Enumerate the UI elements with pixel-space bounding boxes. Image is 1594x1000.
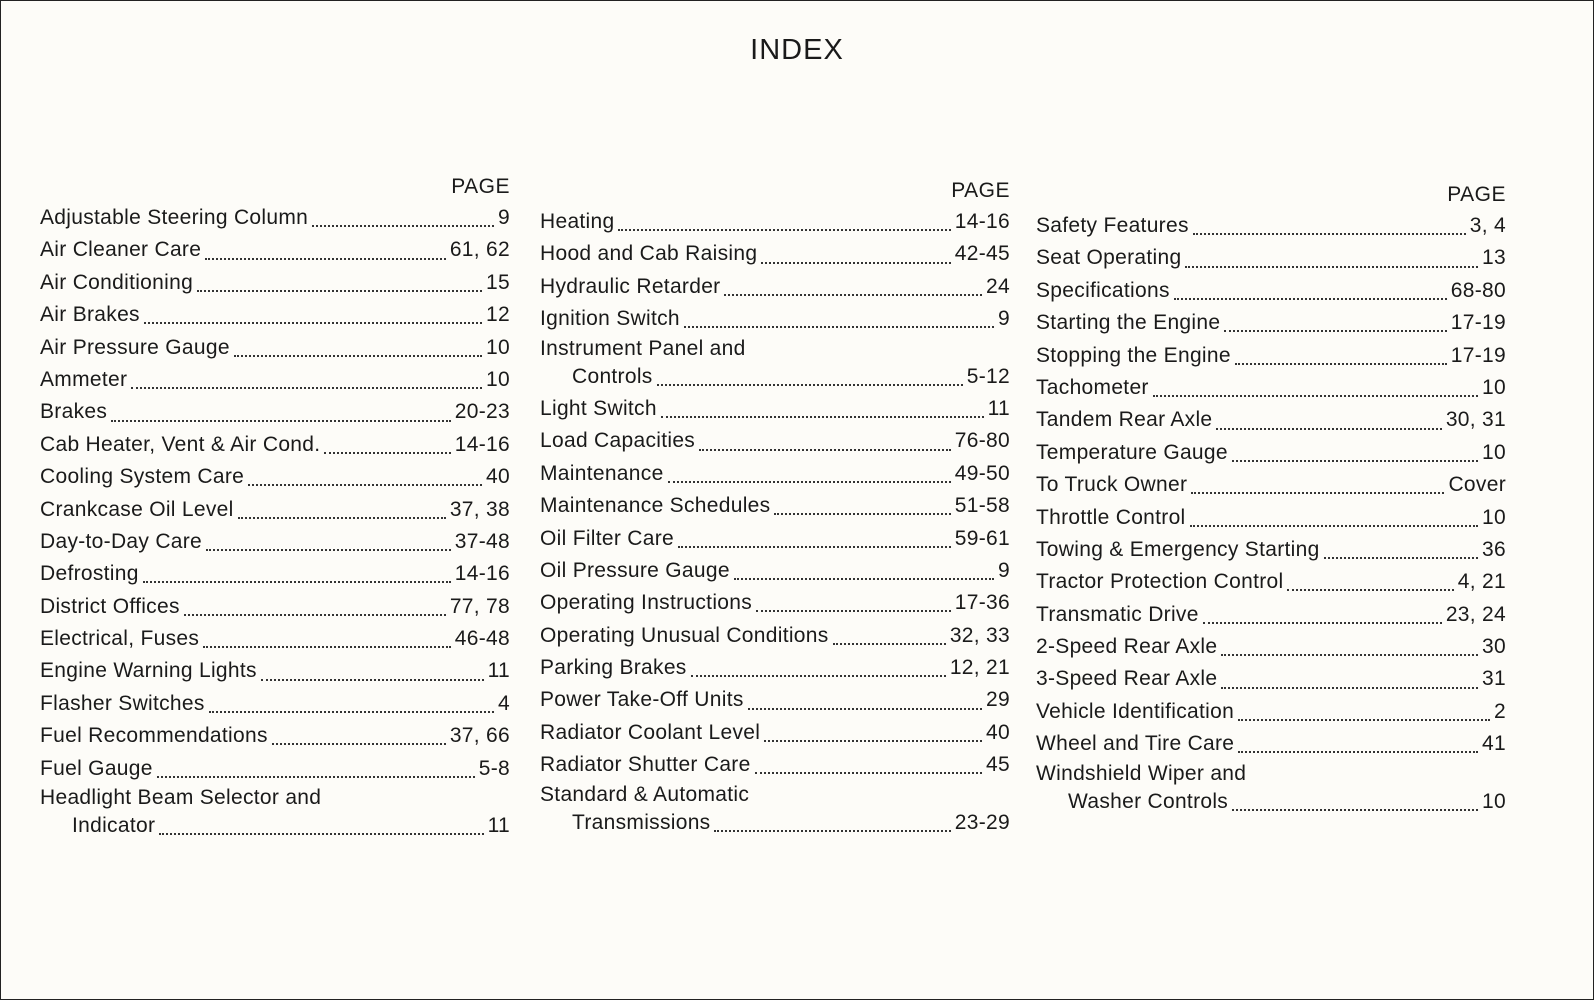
index-entry-page: 37, 66 <box>449 724 510 748</box>
dot-leader <box>1203 622 1442 624</box>
index-entry-page: 59-61 <box>954 526 1010 550</box>
dot-leader <box>1221 687 1478 689</box>
dot-leader <box>833 643 946 645</box>
dot-leader <box>111 420 451 422</box>
dot-leader <box>1235 363 1447 365</box>
index-entry-page: 20-23 <box>454 400 510 424</box>
dot-leader <box>1216 428 1441 430</box>
index-entry-label: Crankcase Oil Level <box>40 497 234 521</box>
index-entry-label: Oil Pressure Gauge <box>540 558 730 582</box>
index-entry <box>540 749 1010 781</box>
index-entry-label: 3-Speed Rear Axle <box>1036 667 1218 691</box>
page-column-header: PAGE <box>451 175 510 198</box>
index-entry-page: 9 <box>498 206 510 229</box>
index-entry <box>540 523 1010 555</box>
index-entry-label: Maintenance <box>540 461 664 485</box>
index-entry-page: 5-8 <box>478 756 510 780</box>
index-entry-label: Radiator Coolant Level <box>540 720 761 744</box>
index-entry <box>1036 663 1506 695</box>
dot-leader <box>143 581 451 583</box>
dot-leader <box>748 708 982 710</box>
index-entry-page: 9 <box>998 558 1010 582</box>
index-entry <box>1036 404 1506 436</box>
index-entry-label: Fuel Gauge <box>40 756 153 780</box>
index-entry-page: 10 <box>1482 789 1506 813</box>
index-entry <box>540 303 1010 335</box>
index-entry-label: Tachometer <box>1036 375 1149 399</box>
index-entry-page: 29 <box>986 688 1010 712</box>
dot-leader <box>1193 233 1466 235</box>
index-entry-label: Cab Heater, Vent & Air Cond. <box>40 432 321 456</box>
index-entry-label: Operating Unusual Conditions <box>540 623 829 647</box>
index-entry-page: 51-58 <box>954 494 1010 518</box>
index-entry <box>1036 502 1506 534</box>
index-entry-page: 12 <box>486 303 510 327</box>
index-entry-label: Transmatic Drive <box>1036 602 1199 626</box>
index-entry-page: 3, 4 <box>1469 214 1506 237</box>
index-entry-label: Air Brakes <box>40 303 140 327</box>
index-entry-page: 10 <box>486 335 510 359</box>
index-entry-label: Ammeter <box>40 367 128 391</box>
index-entry <box>1036 728 1506 760</box>
index-entry-page: 61, 62 <box>449 238 510 262</box>
page-column-header: PAGE <box>1447 183 1506 206</box>
index-column-3 <box>1036 180 1506 818</box>
index-entry-label: Windshield Wiper and <box>1036 761 1247 785</box>
index-entry-label: Parking Brakes <box>540 656 687 680</box>
index-entry <box>540 587 1010 619</box>
index-entry-label: Wheel and Tire Care <box>1036 732 1235 756</box>
dot-leader <box>159 833 483 835</box>
index-entry-page: 10 <box>486 367 510 391</box>
index-entry-page: 37-48 <box>454 529 510 553</box>
page-column-header: PAGE <box>951 179 1010 202</box>
dot-leader <box>324 452 450 454</box>
dot-leader <box>1174 298 1447 300</box>
index-entry-label: Adjustable Steering Column <box>40 206 309 229</box>
index-entry-page: 5-12 <box>966 364 1010 388</box>
index-entry <box>540 782 1010 807</box>
index-column-2 <box>540 176 1010 839</box>
index-entry-page: 13 <box>1482 246 1506 270</box>
dot-leader <box>312 225 494 227</box>
index-entry <box>40 461 510 493</box>
index-entry-label: To Truck Owner <box>1036 473 1188 497</box>
dot-leader <box>157 776 475 778</box>
index-entry-page: 40 <box>986 720 1010 744</box>
index-list <box>540 206 1010 839</box>
index-entry-page: 41 <box>1482 732 1506 756</box>
index-entry-label: Radiator Shutter Care <box>540 753 751 777</box>
index-entry <box>540 684 1010 716</box>
index-entry-label: Headlight Beam Selector and <box>40 786 322 810</box>
index-entry <box>1036 696 1506 728</box>
dot-leader <box>1287 589 1453 591</box>
index-entry-page: 17-36 <box>954 591 1010 615</box>
index-entry <box>1036 242 1506 274</box>
index-entry-label: Power Take-Off Units <box>540 688 744 712</box>
index-entry-label: 2-Speed Rear Axle <box>1036 635 1218 659</box>
index-entry <box>40 299 510 331</box>
index-entry-page: 37, 38 <box>449 497 510 521</box>
dot-leader <box>248 484 482 486</box>
index-entry-label: Indicator <box>72 814 156 838</box>
index-entry-label: Tandem Rear Axle <box>1036 408 1213 432</box>
index-entry-label: Heating <box>540 210 615 233</box>
index-entry <box>40 234 510 266</box>
dot-leader <box>205 258 446 260</box>
index-entry-label: Cooling System Care <box>40 465 245 489</box>
index-entry-page: 12, 21 <box>949 656 1010 680</box>
dot-leader <box>761 262 950 264</box>
index-entry <box>540 425 1010 457</box>
index-entry-label: Safety Features <box>1036 214 1189 237</box>
index-entry-page: 2 <box>1494 699 1506 723</box>
index-entry-label: Standard & Automatic <box>540 782 750 806</box>
page-title: INDEX <box>750 34 844 66</box>
dot-leader <box>1153 395 1478 397</box>
index-entry-label: Defrosting <box>40 562 139 586</box>
index-entry-label: Transmissions <box>572 810 711 834</box>
index-entry <box>540 717 1010 749</box>
index-entry <box>40 429 510 461</box>
index-entry <box>40 591 510 623</box>
index-entry <box>40 202 510 234</box>
index-entry-page: 32, 33 <box>949 623 1010 647</box>
index-entry <box>1036 761 1506 786</box>
index-entry-page: 17-19 <box>1450 311 1506 335</box>
dot-leader <box>1232 460 1478 462</box>
index-entry-label: Load Capacities <box>540 429 696 453</box>
index-entry <box>40 810 510 842</box>
dot-leader <box>1232 809 1478 811</box>
index-entry <box>1036 307 1506 339</box>
index-entry-label: Starting the Engine <box>1036 311 1221 335</box>
index-entry-page: 14-16 <box>454 432 510 456</box>
dot-leader <box>661 416 984 418</box>
index-entry-label: Electrical, Fuses <box>40 627 200 651</box>
index-entry-page: 10 <box>1482 375 1506 399</box>
index-entry-page: 49-50 <box>954 461 1010 485</box>
index-entry-label: Stopping the Engine <box>1036 343 1231 367</box>
dot-leader <box>203 646 451 648</box>
index-entry-label: Light Switch <box>540 396 657 420</box>
index-entry-label: Towing & Emergency Starting <box>1036 537 1320 561</box>
dot-leader <box>699 449 951 451</box>
index-entry <box>1036 372 1506 404</box>
index-entry-page: 4 <box>498 691 510 715</box>
index-entry <box>540 807 1010 839</box>
index-entry-label: Hood and Cab Raising <box>540 242 758 266</box>
index-entry <box>1036 631 1506 663</box>
index-entry-page: 9 <box>998 307 1010 331</box>
index-entry <box>540 336 1010 361</box>
dot-leader <box>668 481 951 483</box>
index-entry <box>40 720 510 752</box>
index-entry-page: 24 <box>986 274 1010 298</box>
index-entry <box>1036 786 1506 818</box>
index-entry <box>540 271 1010 303</box>
dot-leader <box>1221 654 1478 656</box>
index-entry <box>1036 340 1506 372</box>
dot-leader <box>209 711 494 713</box>
index-list <box>1036 210 1506 818</box>
index-entry-page: 77, 78 <box>449 594 510 618</box>
index-entry <box>40 688 510 720</box>
index-entry-page: 14-16 <box>454 562 510 586</box>
dot-leader <box>1190 525 1479 527</box>
dot-leader <box>1238 719 1490 721</box>
index-entry <box>540 206 1010 238</box>
dot-leader <box>206 549 451 551</box>
index-entry-page: 10 <box>1482 505 1506 529</box>
index-entry-label: Oil Filter Care <box>540 526 675 550</box>
index-entry <box>1036 599 1506 631</box>
index-entry <box>40 753 510 785</box>
dot-leader <box>774 513 950 515</box>
index-entry-page: 45 <box>986 753 1010 777</box>
index-entry-label: Specifications <box>1036 278 1170 302</box>
index-entry-page: 23-29 <box>954 810 1010 834</box>
index-entry <box>540 458 1010 490</box>
dot-leader <box>234 355 482 357</box>
index-entry-label: Tractor Protection Control <box>1036 570 1284 594</box>
index-entry-page: 23, 24 <box>1445 602 1506 626</box>
dot-leader <box>691 675 946 677</box>
index-entry-label: Controls <box>572 364 653 388</box>
index-entry <box>1036 275 1506 307</box>
index-entry <box>540 361 1010 393</box>
index-entry-label: Air Cleaner Care <box>40 238 202 262</box>
dot-leader <box>724 294 982 296</box>
dot-leader <box>657 384 963 386</box>
index-entry-page: 14-16 <box>954 210 1010 233</box>
index-entry-page: 76-80 <box>954 429 1010 453</box>
dot-leader <box>1224 330 1446 332</box>
index-entry <box>40 623 510 655</box>
dot-leader <box>197 290 482 292</box>
index-entry-label: Day-to-Day Care <box>40 529 203 553</box>
index-entry-label: Flasher Switches <box>40 691 205 715</box>
dot-leader <box>144 322 482 324</box>
dot-leader <box>755 772 982 774</box>
index-entry-label: Air Conditioning <box>40 270 194 294</box>
index-entry-page: 15 <box>486 270 510 294</box>
index-entry <box>40 364 510 396</box>
dot-leader <box>1238 751 1478 753</box>
index-entry <box>40 526 510 558</box>
index-entry <box>40 396 510 428</box>
index-entry <box>540 238 1010 270</box>
index-entry-page: 42-45 <box>954 242 1010 266</box>
index-entry <box>40 267 510 299</box>
index-entry-label: Washer Controls <box>1068 789 1229 813</box>
index-entry <box>40 494 510 526</box>
index-entry <box>40 332 510 364</box>
index-entry <box>40 655 510 687</box>
index-entry-page: 10 <box>1482 440 1506 464</box>
index-column-1 <box>40 172 510 842</box>
index-entry-page: 4, 21 <box>1457 570 1506 594</box>
index-entry-label: District Offices <box>40 594 180 618</box>
index-entry <box>540 393 1010 425</box>
index-entry-label: Instrument Panel and <box>540 336 746 360</box>
index-entry <box>540 620 1010 652</box>
index-entry <box>1036 566 1506 598</box>
dot-leader <box>1185 266 1478 268</box>
index-entry-label: Operating Instructions <box>540 591 753 615</box>
index-entry <box>1036 534 1506 566</box>
index-entry-page: 30, 31 <box>1445 408 1506 432</box>
index-entry-page: 30 <box>1482 635 1506 659</box>
index-entry-page: 36 <box>1482 537 1506 561</box>
index-entry-page: 11 <box>987 396 1010 420</box>
index-entry-label: Engine Warning Lights <box>40 659 257 683</box>
dot-leader <box>684 326 994 328</box>
index-entry-label: Maintenance Schedules <box>540 494 771 518</box>
index-entry <box>1036 469 1506 501</box>
index-entry <box>540 652 1010 684</box>
index-entry-label: Ignition Switch <box>540 307 680 331</box>
dot-leader <box>756 610 951 612</box>
index-entry-label: Hydraulic Retarder <box>540 274 721 298</box>
index-entry-label: Fuel Recommendations <box>40 724 268 748</box>
index-entry-page: 11 <box>487 814 510 838</box>
dot-leader <box>238 517 446 519</box>
dot-leader <box>678 546 951 548</box>
dot-leader <box>764 740 982 742</box>
index-entry-label: Seat Operating <box>1036 246 1182 270</box>
index-entry-label: Temperature Gauge <box>1036 440 1228 464</box>
index-entry-label: Throttle Control <box>1036 505 1186 529</box>
dot-leader <box>734 578 994 580</box>
dot-leader <box>272 743 446 745</box>
dot-leader <box>714 830 950 832</box>
index-entry <box>1036 437 1506 469</box>
dot-leader <box>618 229 950 231</box>
index-entry-page: 11 <box>487 659 510 683</box>
index-entry <box>1036 210 1506 242</box>
index-entry-page: 68-80 <box>1450 278 1506 302</box>
index-entry-page: 31 <box>1482 667 1506 691</box>
index-entry <box>40 785 510 810</box>
index-entry <box>540 555 1010 587</box>
index-entry-page: 40 <box>486 465 510 489</box>
dot-leader <box>131 387 482 389</box>
index-entry-page: 46-48 <box>454 627 510 651</box>
dot-leader <box>261 679 484 681</box>
index-entry <box>540 490 1010 522</box>
index-list <box>40 202 510 842</box>
dot-leader <box>1324 557 1478 559</box>
dot-leader <box>1191 492 1444 494</box>
index-entry-label: Vehicle Identification <box>1036 699 1235 723</box>
dot-leader <box>184 614 446 616</box>
index-entry-label: Brakes <box>40 400 108 424</box>
index-entry <box>40 558 510 590</box>
index-entry-page: 17-19 <box>1450 343 1506 367</box>
index-entry-page: Cover <box>1448 473 1506 497</box>
index-entry-label: Air Pressure Gauge <box>40 335 230 359</box>
